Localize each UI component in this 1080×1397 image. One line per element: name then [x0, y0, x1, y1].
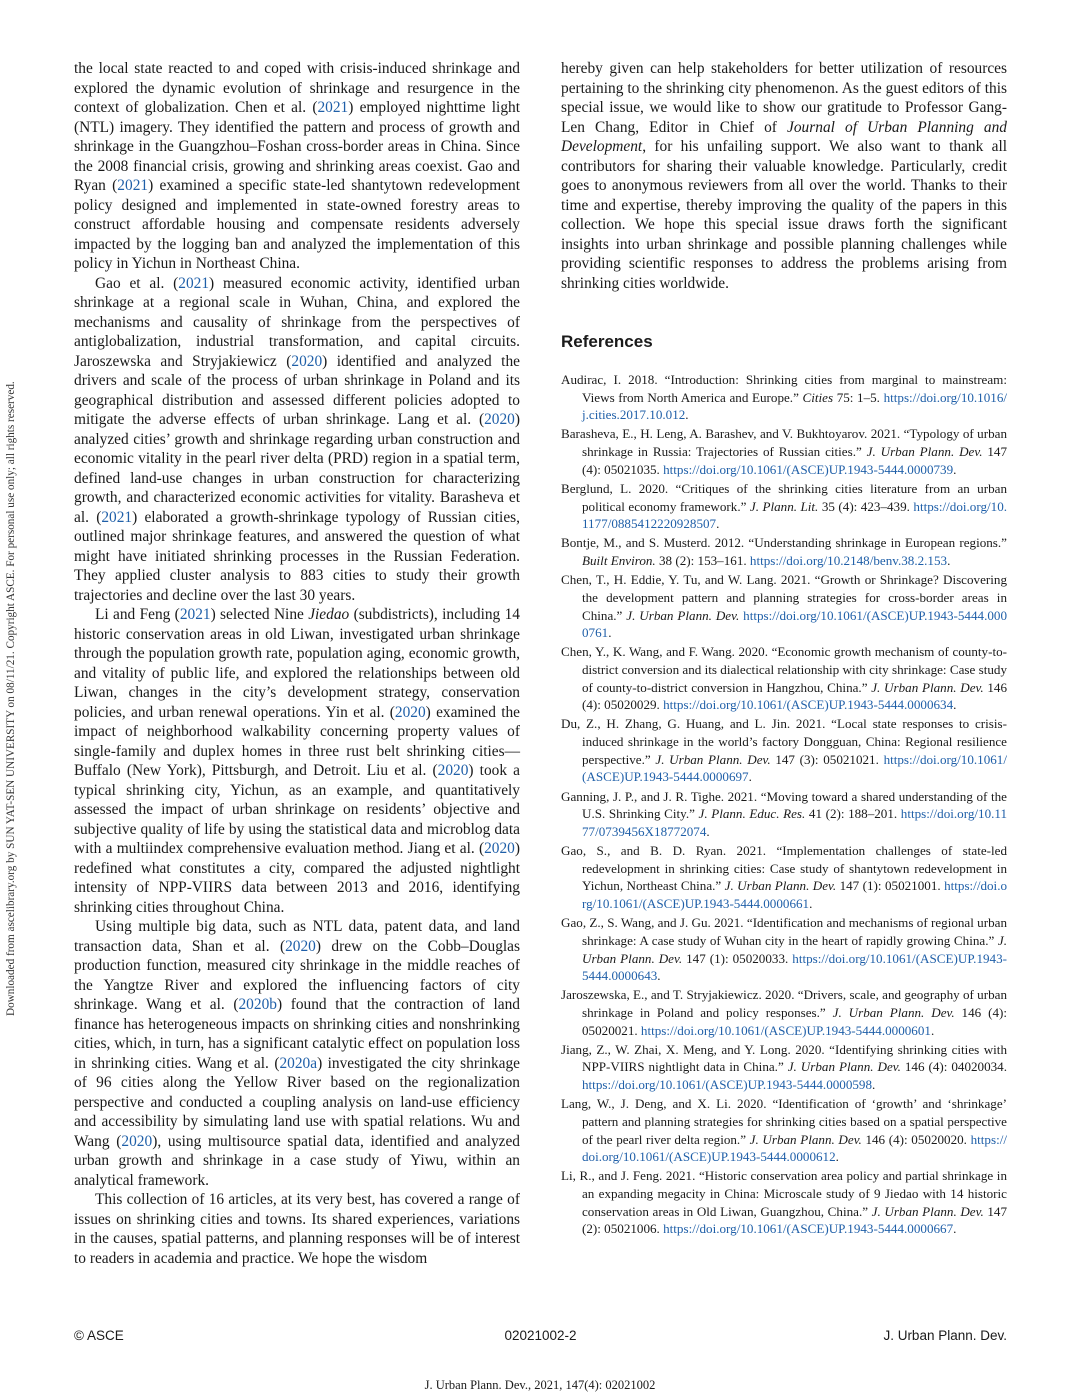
journal-name: J. Urban Plann. Dev. [871, 1203, 984, 1219]
download-notice: Downloaded from ascelibrary.org by SUN YAT-SEN UNIVERSITY on 08/11/21. Copyright ASCE. For personal use only; all rights reserved. [5, 381, 17, 1017]
journal-name: J. Plann. Lit. [749, 498, 819, 514]
reference-item: Lang, W., J. Deng, and X. Li. 2020. “Identification of ‘growth’ and ‘shrinkage’ pattern and planning strategies for shrinking cities based on a spatial perspective of the pearl river delta region.” J. Urban Plann. Dev. 146 (4): 05020020. https://doi.org/10.1061/(ASCE)UP.1943-5444.0000612. [561, 1096, 1007, 1165]
reference-item: Gao, S., and B. D. Ryan. 2021. “Implementation challenges of state-led redevelopment in shrinking cities: Case study of shantytown redevelopment in Yichun, Northeast China.” J. Urban Plann. Dev. 147 (1): 05021001. https://doi.org/10.1061/(ASCE)UP.1943-5444.0000661. [561, 843, 1008, 912]
paragraph: hereby given can help stakeholders for better utilization of resources pertaining to the shrinking city phenomenon. As the guest editors of this special issue, we would like to show our gratitude to Professor Gang-Len Chang, Editor in Chief of Journal of Urban Planning and Development, for his unfailing support. We also want to thank all contributors for sharing their valuable knowledge. Particularly, credit goes to anonymous reviewers from all over the world. Thanks to their time and expertise, thereby improving the quality of the papers in this collection. We hope this special issue draws forth the significant insights into urban shrinkage and possible planning challenges while providing scientific responses to address the problems arising from shrinking cities worldwide. [561, 60, 1007, 292]
citation-link[interactable]: 2021 [317, 99, 349, 116]
citation-link[interactable]: 2020 [285, 937, 316, 955]
doi-link[interactable]: https://doi.org/10.1177/0739456X18772074 [582, 806, 1007, 839]
paragraph: Li and Feng (2021) selected Nine Jiedao (subdistricts), including 14 historic conservation areas in old Liwan, investigated urban shrinkage through the population growth rate, population aging, economic growth, and vitality of public life, and explored the relationships between old Liwan, changes in the city’s development strategy, conservation policies, and urban renewal operations. Yin et al. (2020) examined the impact of neighborhood walkability concerning property values of single-family and duplex homes in three rust belt shrinking cities—Buffalo (New York), Pittsburgh, and Detroit. Liu et al. (2020) took a typical shrinking city, Yichun, as an example, and quantitatively assessed the impact of urban shrinkage on residents’ objective and subjective quality of life by using the statistical data and microblog data with a multiindex comprehensive evaluation method. Jiang et al. (2020) redefined what constitutes a city, compared the adjusted nightlight intensity of NPP-VIIRS data between 2013 and 2016, identifying shrinking cities throughout China. [74, 606, 521, 916]
citation-link[interactable]: 2020 [394, 703, 426, 721]
page-footer [74, 1328, 1007, 1346]
journal-name: J. Urban Plann. Dev. [832, 1004, 955, 1020]
reference-item: Chen, T., H. Eddie, Y. Tu, and W. Lang. 2021. “Growth or Shrinkage? Discovering the development pattern and planning strategies for cross-border areas in China.” J. Urban Plann. Dev. https://doi.org/10.1061/(ASCE)UP.1943-5444.0000761. [561, 572, 1007, 641]
journal-name: J. Urban Plann. Dev. [871, 679, 984, 695]
footer-journal: J. Urban Plann. Dev. [883, 1328, 1007, 1343]
footer-page-number: 02021002-2 [504, 1328, 577, 1343]
reference-item: Barasheva, E., H. Leng, A. Barashev, and V. Bukhtoyarov. 2021. “Typology of urban shrinkage in Russia: Trajectories of Russian cities.” J. Urban Plann. Dev. 147 (4): 05021035. https://doi.org/10.1061/(ASCE)UP.1943-5444.0000739. [561, 426, 1007, 477]
paragraph: Using multiple big data, such as NTL data, patent data, and land transaction data, Shan et al. (2020) drew on the Cobb–Douglas production function, measured city shrinkage in the middle reaches of the Yangtze River and explored the influencing factors of city shrinkage. Wang et al. (2020b) found that the contraction of land finance has heterogeneous impacts on shrinking cities and nonshrinking cities, which, in turn, has a significant catalytic effect on population loss in shrinking cities. Wang et al. (2020a) investigated the city shrinkage of 96 cities along the Yellow River based on the regionalization perspective and conducted a coupling analysis on land-use efficiency and accessibility by simulating land use with spatial relations. Wu and Wang (2020), using multisource spatial data, identified and analyzed urban growth and shrinkage in a case study of Yiwu, within an analytical framework. [74, 918, 521, 1189]
journal-name: J. Urban Plann. Dev. [787, 1059, 901, 1075]
journal-name: J. Plann. Educ. Res. [698, 806, 806, 822]
citation-link[interactable]: 2020 [291, 352, 323, 370]
citation-link[interactable]: 2021 [101, 508, 133, 526]
doi-link[interactable]: https://doi.org/10.1061/(ASCE)UP.1943-5444.0000661 [582, 878, 1008, 912]
reference-item: Du, Z., H. Zhang, G. Huang, and L. Jin. 2021. “Local state responses to crisis-induced shrinkage in the world’s factory Dongguan, China: Regional resilience perspective.” J. Urban Plann. Dev. 147 (3): 05021021. https://doi.org/10.1061/(ASCE)UP.1943-5444.0000697. [561, 716, 1007, 785]
journal-name: J. Urban Plann. Dev. [866, 444, 983, 460]
reference-item: Chen, Y., K. Wang, and F. Wang. 2020. “Economic growth mechanism of county-to-district conversion and its dialectical relationship with city shrinkage: Case study of county-to-district conversion in Hangzhou, China.” J. Urban Plann. Dev. 146 (4): 05020029. https://doi.org/10.1061/(ASCE)UP.1943-5444.0000634. [561, 644, 1008, 713]
left-column [74, 59, 520, 1268]
reference-item: Audirac, I. 2018. “Introduction: Shrinking cities from marginal to mainstream: Views from North America and Europe.” Cities 75: 1–5. https://doi.org/10.1016/j.cities.2017.10.012. [561, 372, 1008, 423]
journal-name: J. Urban Plann. Dev. [626, 607, 740, 623]
doi-link[interactable]: https://doi.org/10.1061/(ASCE)UP.1943-5444.0000601 [640, 1022, 931, 1038]
journal-name: J. Urban Plann. Dev. [749, 1131, 862, 1147]
citation-link[interactable]: 2021 [117, 177, 149, 194]
footer-copyright: © ASCE [74, 1328, 124, 1343]
reference-item: Berglund, L. 2020. “Critiques of the shrinking cities literature from an urban political economy framework.” J. Plann. Lit. 35 (4): 423–439. https://doi.org/10.1177/0885412220928507. [561, 480, 1008, 532]
journal-name: Built Environ. [582, 553, 656, 569]
journal-name: Cities [802, 389, 834, 405]
reference-item: Jaroszewska, E., and T. Stryjakiewicz. 2020. “Drivers, scale, and geography of urban shrinkage in Poland and policy responses.” J. Urban Plann. Dev. 146 (4): 05020021. https://doi.org/10.1061/(ASCE)UP.1943-5444.0000601. [561, 987, 1008, 1038]
citation-line: J. Urban Plann. Dev., 2021, 147(4): 02021002 [424, 1378, 656, 1392]
doi-link[interactable]: https://doi.org/10.1061/(ASCE)UP.1943-5444.0000761 [582, 607, 1007, 641]
paragraph: This collection of 16 articles, at its very best, has covered a range of issues on shrinking cities and towns. Its shared experiences, variations in the causes, spatial patterns, and planning responses will be of interest to readers in academia and practice. We hope the wisdom [74, 1191, 520, 1267]
citation-link[interactable]: 2020b [238, 996, 277, 1013]
reference-item: Bontje, M., and S. Musterd. 2012. “Understanding shrinkage in European regions.” Built Environ. 38 (2): 153–161. https://doi.org/10.2148/benv.38.2.153. [561, 535, 1007, 569]
citation-link[interactable]: 2020a [279, 1054, 318, 1072]
references-heading: References [561, 332, 653, 351]
doi-link[interactable]: https://doi.org/10.1016/j.cities.2017.10.012 [582, 389, 1008, 423]
doi-link[interactable]: https://doi.org/10.1061/(ASCE)UP.1943-5444.0000643 [582, 950, 1007, 984]
journal-name: J. Urban Plann. Dev. [655, 751, 771, 767]
reference-item: Gao, Z., S. Wang, and J. Gu. 2021. “Identification and mechanisms of regional urban shrinkage: A case study of Wuhan city in the heart of rapidly growing China.” J. Urban Plann. Dev. 147 (1): 05020033. https://doi.org/10.1061/(ASCE)UP.1943-5444.0000643. [561, 915, 1007, 984]
doi-link[interactable]: https://doi.org/10.1061/(ASCE)UP.1943-5444.0000697 [582, 751, 1007, 785]
reference-item: Li, R., and J. Feng. 2021. “Historic conservation area policy and partial shrinkage in an expanding megacity in China: Microscale study of 9 Jiedao with 14 historic conservation areas in Old Liwan, Guangzhou, China.” J. Urban Plann. Dev. 147 (2): 05021006. https://doi.org/10.1061/(ASCE)UP.1943-5444.0000667. [561, 1168, 1007, 1237]
paragraph: the local state reacted to and coped with crisis-induced shrinkage and explored the dynamic evolution of shrinkage and resurgence in the context of globalization. Chen et al. (2021) employed nighttime light (NTL) imagery. They identified the pattern and process of growth and shrinkage in the Guangzhou–Foshan cross-border areas in China. Since the 2008 financial crisis, growing and shrinking areas coexist. Gao and Ryan (2021) examined a specific state-led shantytown redevelopment policy designed and implemented in state-owned forestry areas to construct affordable housing and compensate residents adversely impacted by the logging ban and analyzed the implementation of this policy in Yichun in Northeast China. [74, 60, 520, 272]
citation-link[interactable]: 2020 [484, 411, 515, 428]
doi-link[interactable]: https://doi.org/10.1061/(ASCE)UP.1943-5444.0000634 [663, 697, 954, 713]
journal-name: J. Urban Plann. Dev. [724, 878, 837, 894]
paragraph: Gao et al. (2021) measured economic activity, identified urban shrinkage at a regional scale in Wuhan, China, and explored the mechanisms and causality of shrinkage from the perspectives of antiglobalization, industrial transformation, and capital circuits. Jaroszewska and Stryjakiewicz (2020) identified and analyzed the drivers and scale of the process of urban shrinkage in Poland and its geographical distribution and assessed different policies adopted to mitigate the adverse effects of urban shrinkage. Lang et al. (2020) analyzed cities’ growth and shrinkage regarding urban construction and economic vitality in the pearl river delta (PRD) region in a spatial term, defined land-use changes in urban construction for characterizing growth, and characterized economic activities for vitality. Barasheva et al. (2021) elaborated a growth-shrinkage typology of Russian cities, outlined major shrinkage features, and answered the question of what might have initiated shrinking processes in the Russian Federation. They applied cluster analysis to 883 cities to study their growth trajectories and decline over the last 30 years. [74, 274, 521, 604]
right-column [561, 59, 1007, 1240]
doi-link[interactable]: https://doi.org/10.1177/0885412220928507 [582, 498, 1008, 532]
citation-link[interactable]: 2020 [437, 762, 469, 779]
doi-link[interactable]: https://doi.org/10.1061/(ASCE)UP.1943-5444.0000667 [663, 1221, 954, 1237]
reference-item: Ganning, J. P., and J. R. Tighe. 2021. “Moving toward a shared understanding of the U.S. Shrinking City.” J. Plann. Educ. Res. 41 (2): 188–201. https://doi.org/10.1177/0739456X18772074. [561, 788, 1007, 839]
doi-link[interactable]: https://doi.org/10.1061/(ASCE)UP.1943-5444.0000612 [582, 1131, 1007, 1165]
citation-link[interactable]: 2021 [178, 274, 210, 292]
citation-link[interactable]: 2020 [484, 840, 515, 857]
doi-link[interactable]: https://doi.org/10.1061/(ASCE)UP.1943-5444.0000739 [663, 461, 954, 477]
journal-name: J. Urban Plann. Dev. [582, 932, 1007, 966]
citation-link[interactable]: 2021 [179, 606, 211, 623]
doi-link[interactable]: https://doi.org/10.1061/(ASCE)UP.1943-5444.0000598 [582, 1077, 873, 1093]
doi-link[interactable]: https://doi.org/10.2148/benv.38.2.153 [749, 553, 948, 569]
citation-link[interactable]: 2020 [121, 1132, 153, 1150]
reference-list [561, 371, 1007, 1238]
reference-item: Jiang, Z., W. Zhai, X. Meng, and Y. Long. 2020. “Identifying shrinking cities with NPP-VIIRS nightlight data in China.” J. Urban Plann. Dev. 146 (4): 04020034. https://doi.org/10.1061/(ASCE)UP.1943-5444.0000598. [561, 1041, 1007, 1093]
